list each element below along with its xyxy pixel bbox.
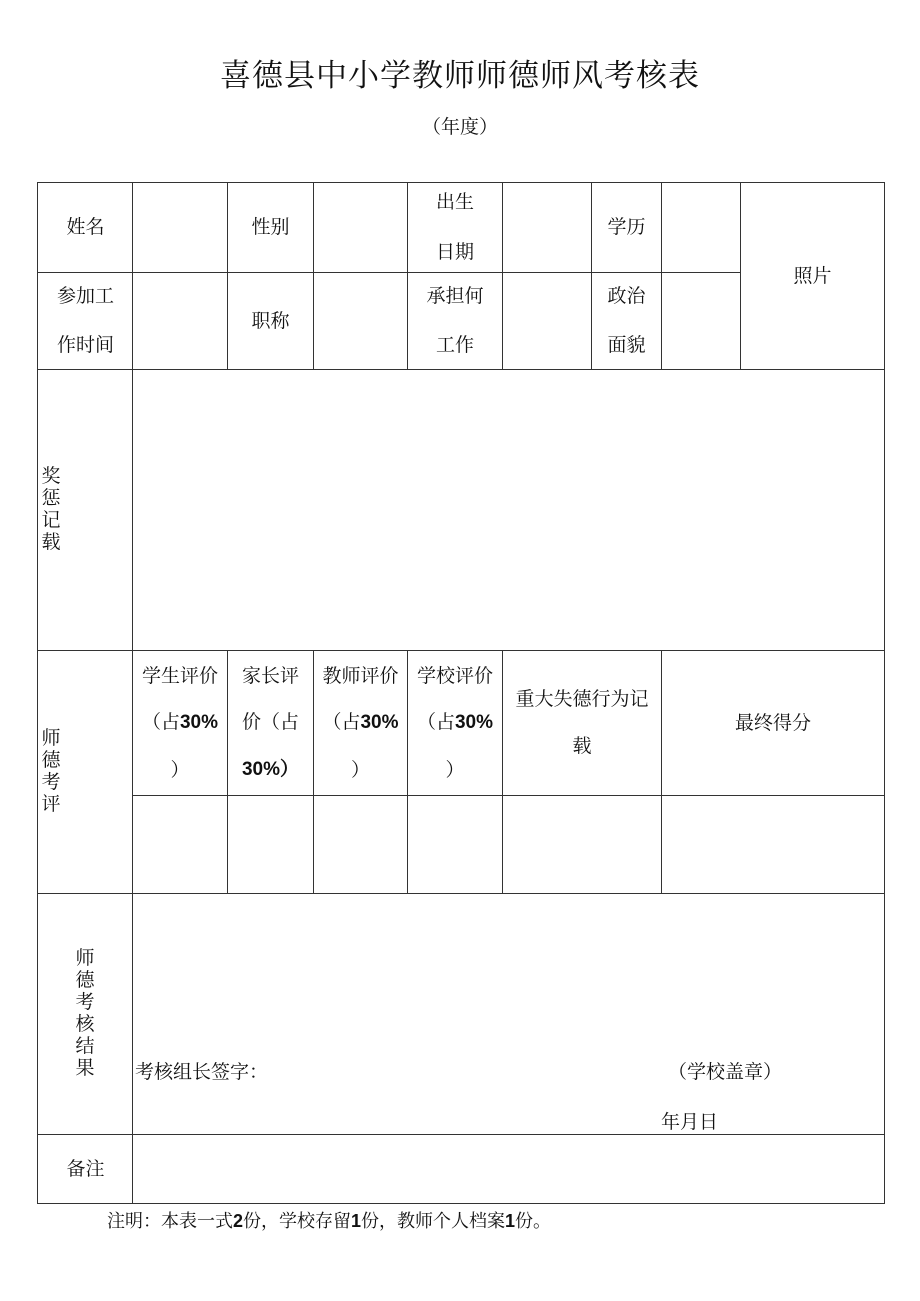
footnote-text: 注明：本表一式 <box>107 1211 233 1232</box>
school-eval-line2 <box>417 699 493 747</box>
school-eval-pre: （占 <box>416 711 455 734</box>
result-label-char: 核 <box>75 1013 95 1035</box>
evaluation-label-char: 德 <box>41 749 61 772</box>
school-eval-line1: 学校评价 <box>416 664 493 687</box>
footnote-text: 份。 <box>515 1211 552 1232</box>
footnote-school-copies: 1 <box>351 1211 362 1231</box>
parent-eval-line3 <box>242 746 299 794</box>
gender-label: 性别 <box>251 216 290 239</box>
name-label: 姓名 <box>66 216 105 239</box>
political-status-label-line2: 面貌 <box>607 334 646 356</box>
assigned-work-label <box>408 273 502 369</box>
result-field[interactable] <box>133 894 884 1134</box>
evaluation-label-char: 评 <box>41 792 61 815</box>
parent-eval-field[interactable] <box>228 796 313 893</box>
result-label-char: 考 <box>75 991 95 1014</box>
student-eval-header <box>133 651 227 795</box>
final-score-header: 最终得分 <box>734 711 811 734</box>
assigned-work-field[interactable] <box>503 273 591 369</box>
result-label-char: 果 <box>75 1056 95 1079</box>
student-eval-line3: ） <box>170 758 190 781</box>
school-eval-line3: ） <box>445 758 465 781</box>
footnote-text: 份，教师个人档案 <box>361 1211 506 1232</box>
photo-area[interactable]: 照片 <box>793 264 832 287</box>
result-label-char: 结 <box>75 1034 95 1057</box>
student-eval-line2 <box>142 699 218 747</box>
work-start-field[interactable] <box>133 273 227 369</box>
teacher-eval-line2 <box>322 699 398 747</box>
assigned-work-label-line2: 工作 <box>435 334 474 356</box>
name-field[interactable] <box>133 183 227 272</box>
result-label-char: 德 <box>75 969 95 992</box>
student-eval-line1: 学生评价 <box>141 664 218 687</box>
work-start-label <box>38 273 133 369</box>
education-field[interactable] <box>662 183 740 272</box>
evaluation-label-char: 师 <box>41 727 61 750</box>
professional-title-label: 职称 <box>251 309 290 332</box>
education-label: 学历 <box>607 216 646 239</box>
rewards-punishments-label <box>36 370 66 650</box>
misconduct-field[interactable] <box>503 796 661 893</box>
birth-date-label-line1: 出生 <box>435 191 474 214</box>
teacher-eval-percent: 30% <box>360 712 399 734</box>
parent-eval-line2: 价（占 <box>241 711 299 734</box>
result-label-char: 师 <box>75 947 95 970</box>
rewards-label-char: 记 <box>41 509 61 531</box>
rewards-label-char: 奖 <box>41 465 61 488</box>
birth-date-label <box>408 183 502 272</box>
teacher-eval-field[interactable] <box>314 796 407 893</box>
school-stamp-label: （学校盖章） <box>668 1061 783 1083</box>
misconduct-header <box>503 651 661 795</box>
professional-title-field[interactable] <box>314 273 407 369</box>
teacher-eval-line1: 教师评价 <box>322 664 399 687</box>
parent-eval-line1: 家长评 <box>241 664 299 687</box>
gender-field[interactable] <box>314 183 407 272</box>
birth-date-field[interactable] <box>503 183 591 272</box>
political-status-field[interactable] <box>662 273 740 369</box>
birth-date-label-line2: 日期 <box>435 240 474 263</box>
school-eval-header <box>408 651 502 795</box>
evaluation-label-char: 考 <box>41 771 61 793</box>
footnote <box>107 1207 551 1233</box>
rewards-label-char: 惩 <box>41 487 61 510</box>
student-eval-pre: （占 <box>141 711 180 734</box>
leader-signature-label: 考核组长签字： <box>135 1061 269 1083</box>
rewards-label-char: 载 <box>41 530 61 553</box>
student-eval-percent: 30% <box>179 712 219 734</box>
assigned-work-label-line1: 承担何 <box>426 284 484 307</box>
misconduct-line1: 重大失德行为记 <box>515 688 649 711</box>
work-start-label-line1: 参加工 <box>56 284 114 307</box>
teacher-eval-line3: ） <box>350 758 370 781</box>
teacher-eval-header <box>314 651 407 795</box>
political-status-label <box>592 273 661 369</box>
work-start-label-line2: 作时间 <box>56 334 114 356</box>
footnote-copies: 2 <box>233 1211 244 1231</box>
form-title: 喜德县中小学教师师德师风考核表 <box>220 58 700 94</box>
evaluation-label <box>36 651 66 893</box>
teacher-eval-pre: （占 <box>322 711 361 734</box>
parent-eval-header <box>228 651 313 795</box>
school-eval-field[interactable] <box>408 796 502 893</box>
form-subtitle: （年度） <box>421 116 498 138</box>
parent-eval-percent: 30%） <box>241 758 300 780</box>
final-score-field[interactable] <box>662 796 884 893</box>
political-status-label-line1: 政治 <box>607 284 646 307</box>
student-eval-field[interactable] <box>133 796 227 893</box>
rewards-punishments-field[interactable] <box>133 370 884 650</box>
result-label <box>70 894 100 1134</box>
remarks-label: 备注 <box>66 1157 105 1180</box>
footnote-text: 份，学校存留 <box>243 1211 352 1232</box>
footnote-file-copies: 1 <box>505 1211 516 1231</box>
date-label: 年月日 <box>661 1111 719 1133</box>
misconduct-line2: 载 <box>572 735 592 757</box>
remarks-field[interactable] <box>133 1135 884 1203</box>
school-eval-percent: 30% <box>454 712 494 734</box>
